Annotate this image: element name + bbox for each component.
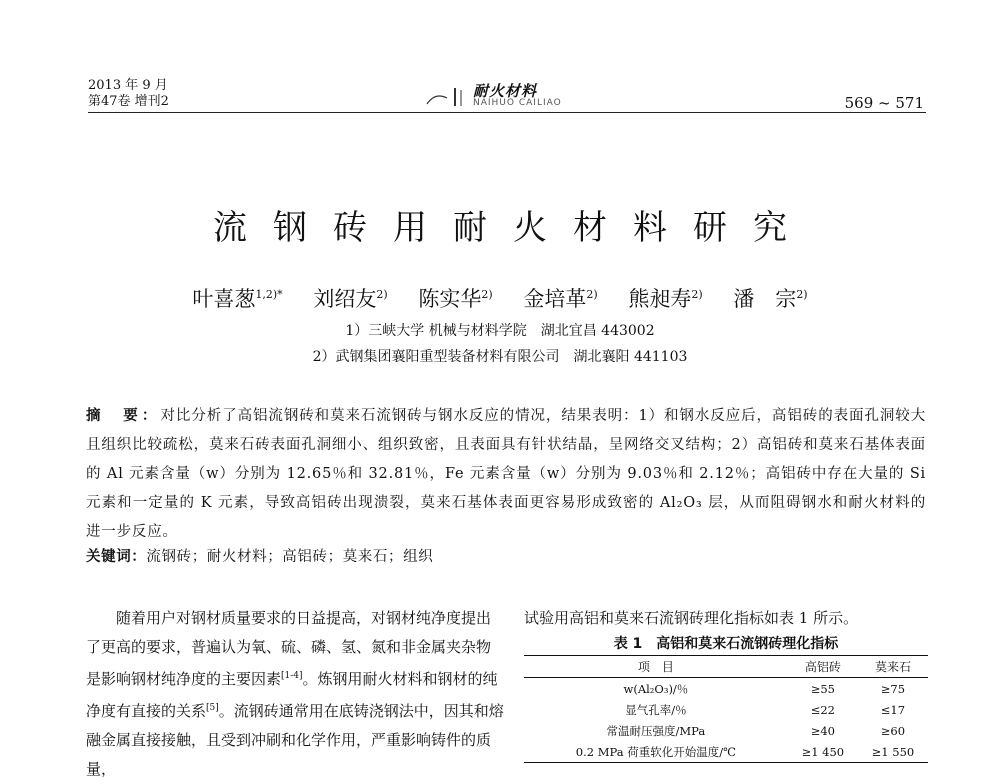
journal-issue-info [88,78,169,110]
author-list [0,283,1000,313]
journal-name-en: NAIHUO CAILIAO [473,98,562,108]
table-cell: 显气孔率/％ [625,702,687,717]
keywords-label: 关键词： [86,549,147,565]
table-row [524,741,928,763]
citation-ref[interactable]: [5] [206,703,219,713]
column-header: 莫来石 [874,660,911,674]
author: 叶喜葱$^{1,2)*}$ [192,287,283,311]
table-cell: ≤17 [880,702,906,717]
properties-table [524,655,928,763]
keywords [86,545,926,566]
table-intro-text: 试验用高铝和莫来石流钢砖理化指标如表 1 所示。 [524,609,859,627]
header-rule [88,112,926,113]
table-cell: ≥1 450 [801,744,845,759]
table-cell: ≥75 [880,681,906,696]
issue-volume: 第47卷 增刊2 [88,94,169,109]
author: 金培革$^{2)}$ [523,287,598,311]
table-cell: w(Al₂O₃)/％ [623,681,689,696]
table-cell: ≥1 550 [871,744,915,759]
body-column-left [86,604,504,784]
table-cell: ≥55 [810,681,835,696]
body-column-right [524,604,928,763]
abstract [86,402,926,547]
affiliation-2: 2）武钢集团襄阳重型装备材料有限公司 湖北襄阳 441103 [312,349,688,365]
abstract-text: 对比分析了高铝流钢砖和莫来石流钢砖与钢水反应的情况，结果表明：1）和钢水反应后，高铝砖的表面孔洞较大且组织比较疏松，莫来石砖表面孔洞细小、组织致密，且表面具有针状结晶，呈网络交叉结构；2）高铝砖和莫来石基体表面的 Al 元素含量（w）分别为 12.65％和 32.81％，Fe 元素含量（w）分别为 9.03％和 2.12％；高铝砖中存在大量的 Si 元素和一定量的 K 元素，导致高铝砖出现溃裂，莫来石基体表面更容易形成致密的 Al₂O₃ 层，从而阻碍钢水和耐火材料的进一步反应。 [86,408,926,540]
body-paragraph: 随着用户对钢材质量要求的日益提高，对钢材纯净度提出了更高的要求，普遍认为氧、硫、磷、氢、氮和非金属夹杂物是影响钢材纯净度的主要因素[1-4]。炼钢用耐火材料和钢材的纯净度有直接的关系[5]。流钢砖通常用在底铸浇钢法中，因其和熔融金属直接接触，且受到冲刷和化学作用，严重影响铸件的质量， [86,609,504,778]
author: 潘 宗$^{2)}$ [733,287,808,311]
journal-logo-mark-icon [425,86,469,108]
table-cell: 常温耐压强度/MPa [606,723,706,738]
table-cell: ≥60 [880,723,906,738]
journal-logo [425,80,595,110]
table-row [524,720,928,741]
issue-date: 2013 年 9 月 [88,78,168,93]
column-header: 项 目 [637,660,674,674]
author: 熊昶寿$^{2)}$ [628,287,703,311]
affiliation-1: 1）三峡大学 机械与材料学院 湖北宜昌 443002 [345,323,655,339]
column-header: 高铝砖 [804,660,841,674]
author: 刘绍友$^{2)}$ [313,287,388,311]
paper-title: 流钢砖用耐火材料研究 [213,208,813,248]
table-cell: ≤22 [810,702,835,717]
keywords-text: 流钢砖；耐火材料；高铝砖；莫来石；组织 [146,549,434,565]
page-range: 569 ~ 571 [844,94,924,112]
citation-ref[interactable]: [1-4] [281,671,303,681]
table-header-row [524,656,928,678]
table-row [524,699,928,720]
journal-name-cn: 耐火材料 [473,82,538,100]
abstract-label: 摘 要： [86,408,161,424]
table-row [524,678,928,700]
author: 陈实华$^{2)}$ [418,287,493,311]
table-cell: 0.2 MPa 荷重软化开始温度/℃ [575,744,736,759]
table-caption: 表 1 高铝和莫来石流钢砖理化指标 [613,636,839,652]
table-cell: ≥40 [810,723,835,738]
